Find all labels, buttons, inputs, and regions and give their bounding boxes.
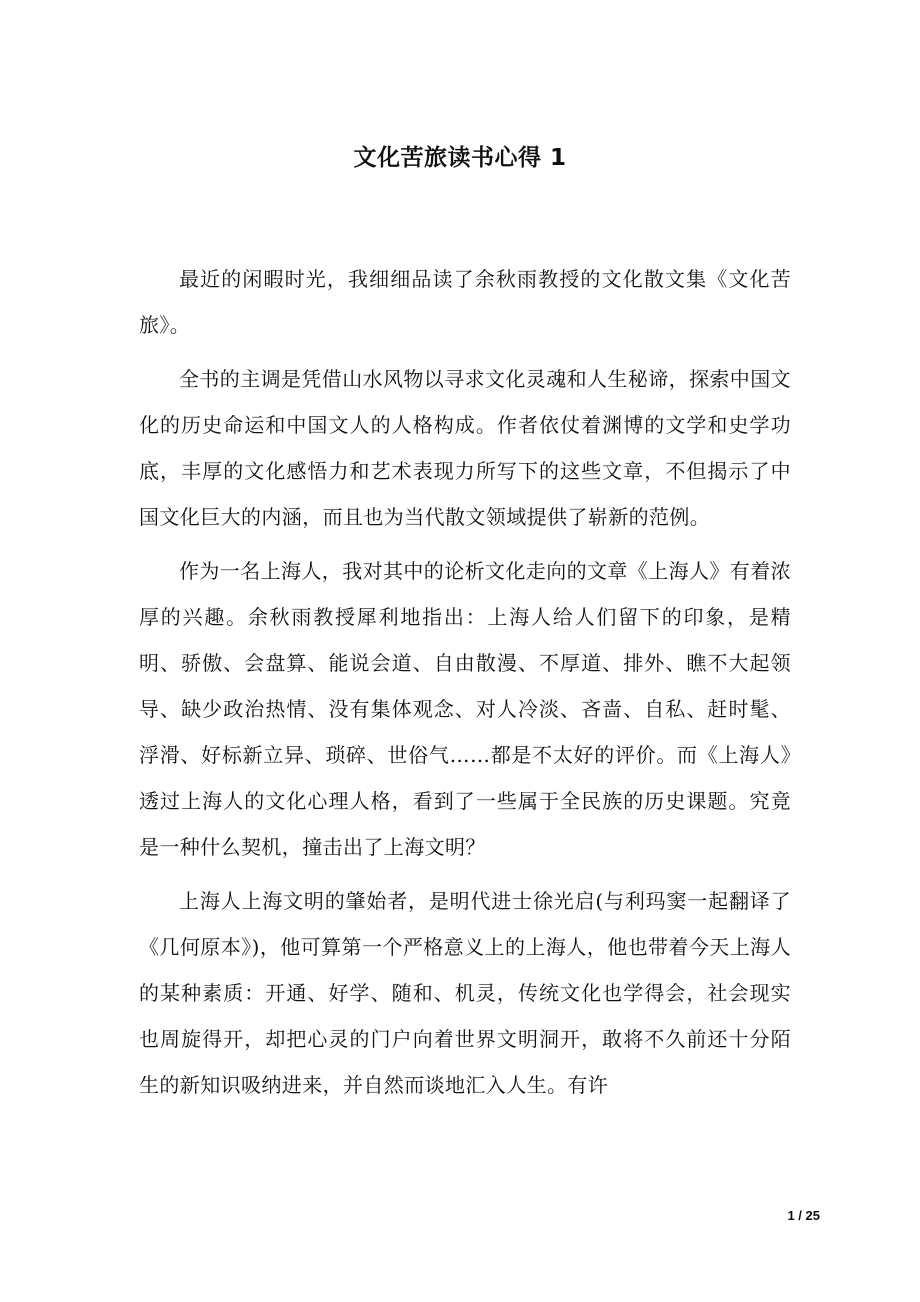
- paragraph-intro: 最近的闲暇时光，我细细品读了余秋雨教授的文化散文集《文化苦旅》。: [139, 267, 791, 337]
- document-title: 文化苦旅读书心得 1: [353, 145, 567, 171]
- page-number: 1 / 25: [787, 1208, 820, 1223]
- document-body: [139, 256, 791, 1116]
- paragraph-xu-guangqi: 上海人上海文明的肇始者，是明代进士徐光启(与利玛窦一起翻译了《几何原本》)，他可算第一个严格意义上的上海人，他也带着今天上海人的某种素质：开通、好学、随和、机灵，传统文化也学得会，社会现实也周旋得开，却把心灵的门户向着世界文明洞开，敢将不久前还十分陌生的新知识吸纳进来，并自然而谈地汇入人生。有许: [139, 889, 791, 1097]
- paragraph-shanghai-people: 作为一名上海人，我对其中的论析文化走向的文章《上海人》有着浓厚的兴趣。余秋雨教授犀利地指出：上海人给人们留下的印象，是精明、骄傲、会盘算、能说会道、自由散漫、不厚道、排外、瞧不大起领导、缺少政治热情、没有集体观念、对人冷淡、吝啬、自私、赶时髦、浮滑、好标新立异、琐碎、世俗气……都是不太好的评价。而《上海人》透过上海人的文化心理人格，看到了一些属于全民族的历史课题。究竟是一种什么契机，撞击出了上海文明？: [139, 559, 791, 859]
- paragraph-theme: 全书的主调是凭借山水风物以寻求文化灵魂和人生秘谛，探索中国文化的历史命运和中国文人的人格构成。作者依仗着渊博的文学和史学功底，丰厚的文化感悟力和艺术表现力所写下的这些文章，不但揭示了中国文化巨大的内涵，而且也为当代散文领域提供了崭新的范例。: [139, 367, 791, 529]
